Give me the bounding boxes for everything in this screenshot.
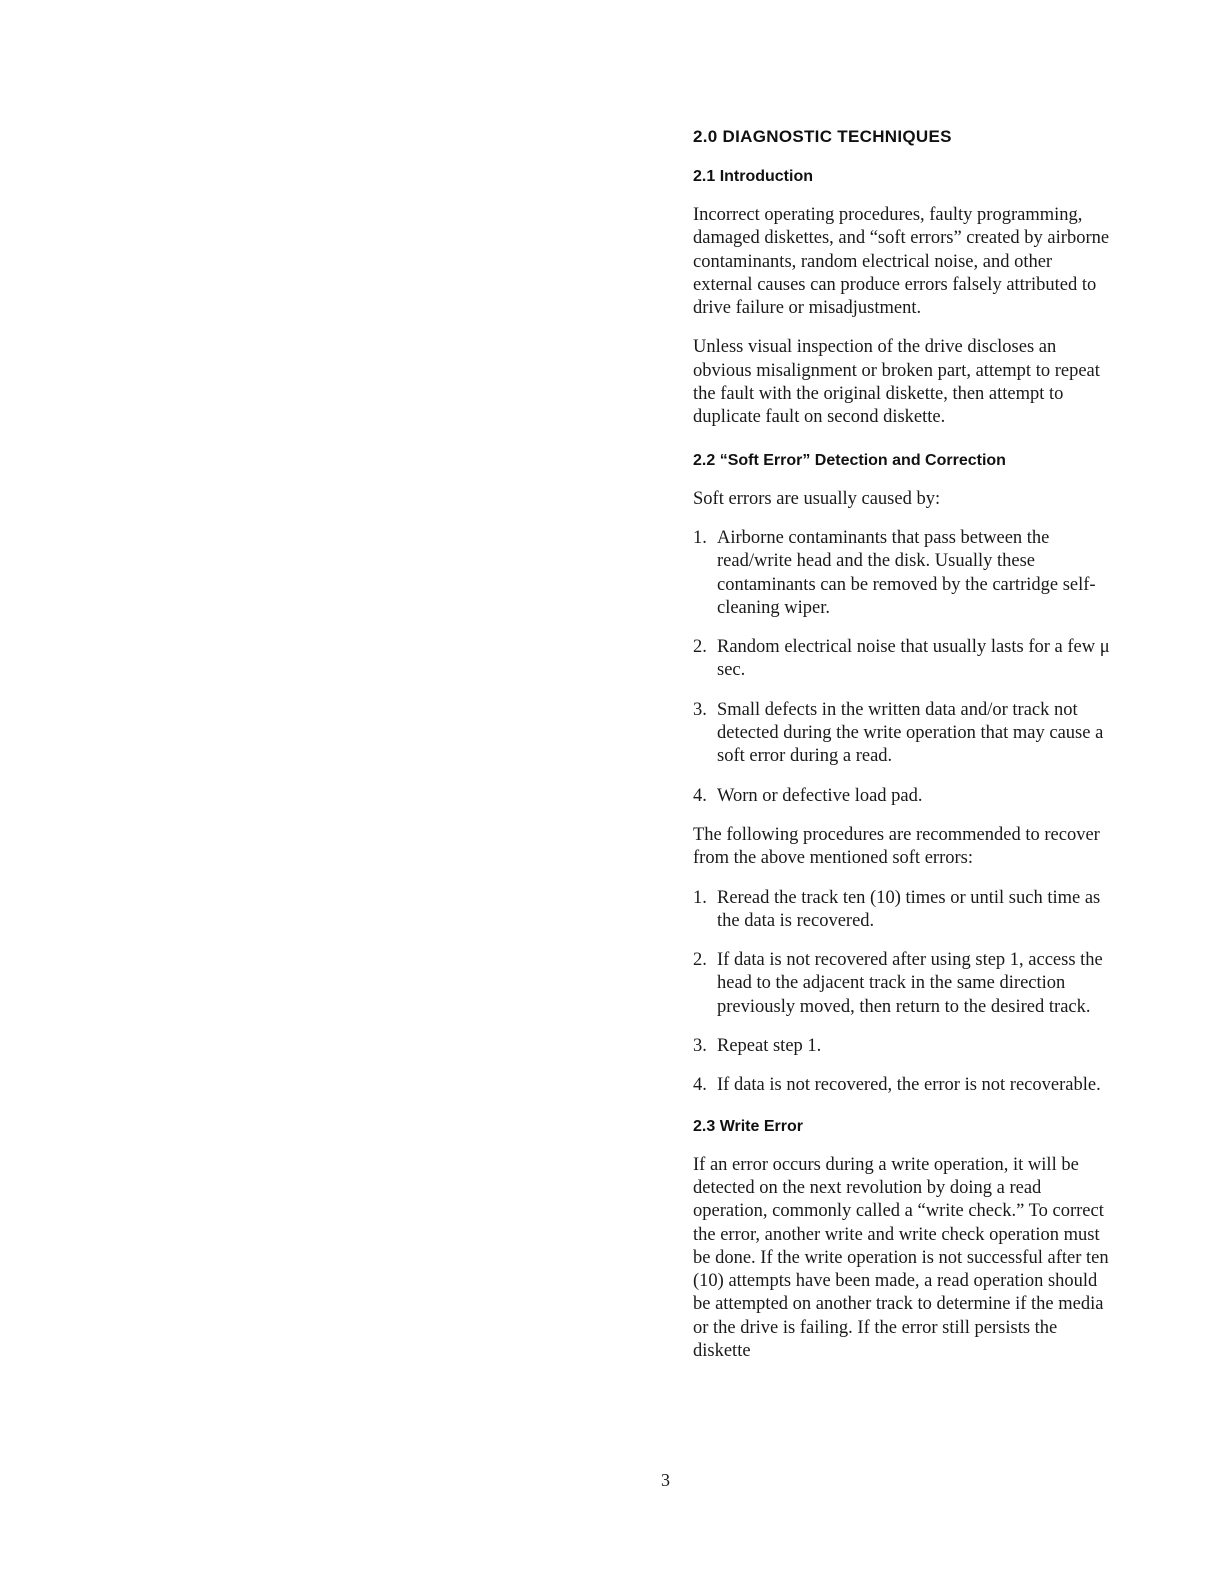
write-error-paragraph: If an error occurs during a write operation, it will be detected on the next revolution by doing a read operation, commonly called a “write check.” To correct the error, another write and write check operation must be done. If the write operation is not successful after ten (10) attempts have been made, a read operation should be attempted on another track to determine if the media or the drive is failing. If the error still persists the diskette [693, 1154, 1109, 1361]
list-item: 1. Airborne contaminants that pass between the read/write head and the disk. Usually these contaminants can be removed by the cartridge self-cleaning wiper. [693, 527, 1096, 618]
causes-list [693, 527, 1113, 808]
page-number: 3 [661, 1470, 670, 1490]
section-title: 2.0 DIAGNOSTIC TECHNIQUES [693, 127, 952, 146]
list-item: 3. Small defects in the written data and/or track not detected during the write operation that may cause a soft error during a read. [693, 699, 1104, 767]
list-item: 2. If data is not recovered after using step 1, access the head to the adjacent track in the same direction previously moved, then return to the desired track. [693, 950, 1103, 1017]
intro-paragraph-1: Incorrect operating procedures, faulty programming, damaged diskettes, and “soft errors” created by airborne contaminants, random electrical noise, and other external causes can produce errors falsely attributed to drive failure or misadjustment. [693, 205, 1110, 319]
soft-error-heading: 2.2 “Soft Error” Detection and Correction [693, 451, 1006, 469]
soft-error-lead: Soft errors are usually caused by: [693, 488, 941, 509]
list-item: 4. If data is not recovered, the error is not recoverable. [693, 1075, 1101, 1096]
intro-heading: 2.1 Introduction [693, 168, 813, 185]
list-item: 4. Worn or defective load pad. [693, 785, 923, 806]
list-item: 3. Repeat step 1. [693, 1036, 822, 1057]
list-item: 2. Random electrical noise that usually lasts for a few μ sec. [693, 637, 1110, 681]
procedures-lead: The following procedures are recommended to recover from the above mentioned soft errors: [693, 824, 1100, 869]
write-error-heading: 2.3 Write Error [693, 1117, 803, 1135]
procedures-list [693, 887, 1113, 1098]
list-item: 1. Reread the track ten (10) times or until such time as the data is recovered. [693, 887, 1101, 931]
text-column [693, 127, 1113, 1379]
intro-paragraph-2: Unless visual inspection of the drive discloses an obvious misalignment or broken part, attempt to repeat the fault with the original diskette, then attempt to duplicate fault on second diskette. [693, 337, 1100, 428]
